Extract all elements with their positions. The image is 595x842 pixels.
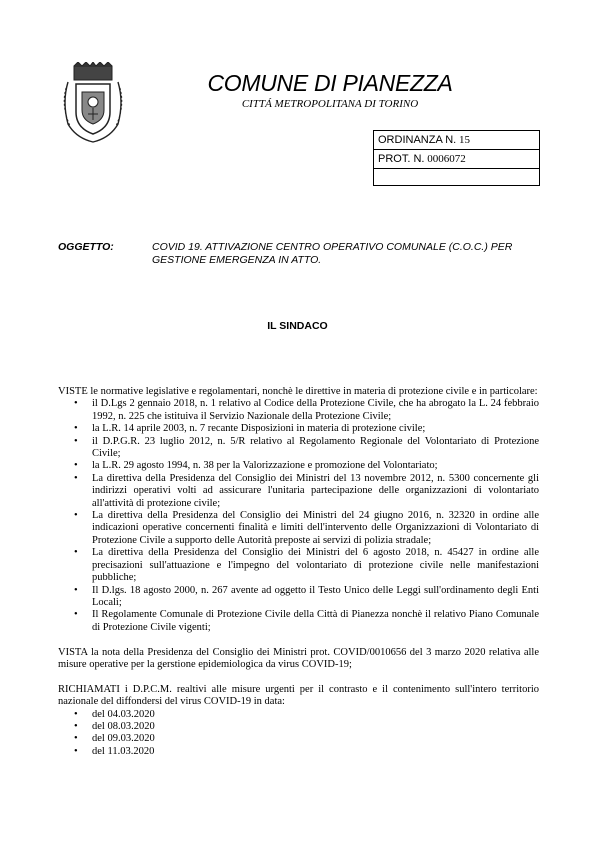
list-item: • il D.P.G.R. 23 luglio 2012, n. 5/R relativo al Regolamento Regionale del Volontariato di Protezione Civile; [58,436,539,461]
list-item: • Il D.lgs. 18 agosto 2000, n. 267 avente ad oggetto il Testo Unico delle Leggi sull'ordinamento degli Enti Locali; [58,585,539,610]
section-heading: IL SINDACO [267,320,328,332]
ordinanza-box [373,130,540,186]
vista-paragraph: VISTA la nota della Presidenza del Consiglio dei Ministri prot. COVID/0010656 del 3 marzo 2020 relativa alle misure operative per la gerstione epidemiologica da virus COVID-19; [58,646,539,670]
municipality-title: COMUNE DI PIANEZZA [207,70,453,96]
document-body [58,386,539,758]
prot-number-value: 0006072 [427,153,466,165]
list-item: • La direttiva della Presidenza del Consiglio dei Ministri del 6 agosto 2018, n. 45427 in ordine alle precisazioni sull'attuazione e l'impegno del volontariato di protezione civile nelle manifestazioni pubbliche; [58,547,539,584]
list-item: • La direttiva della Presidenza del Consiglio dei Ministri del 24 giugno 2016, n. 32320 in ordine alle indicazioni operative concernenti finalità e limiti dell'intervento delle Organizzazioni di Volontariato di Protezione Civile a supporto delle Autorità preposte ai servizi di polizia stradale; [58,510,539,547]
oggetto-label: OGGETTO: [58,241,114,253]
dpcm-dates-list [58,709,539,759]
list-item: • del 04.03.2020 [58,709,539,721]
prot-number-row [374,150,539,169]
list-item: • La direttiva della Presidenza del Consiglio dei Ministri del 13 novembre 2012, n. 5300 concernente gli indirizzi operativi volti ad assicurare l'unitaria partecipazione delle organizzazioni di volontariato all'attività di protezione civile; [58,473,539,510]
oggetto-text: COVID 19. ATTIVAZIONE CENTRO OPERATIVO COMUNALE (C.O.C.) PER GESTIONE EMERGENZA IN ATTO. [152,241,513,266]
list-item: • del 11.03.2020 [58,746,539,758]
list-item: • del 09.03.2020 [58,733,539,745]
list-item: • il D.Lgs 2 gennaio 2018, n. 1 relativo al Codice della Protezione Civile, che ha abrogato la L. 24 febbraio 1992, n. 225 che istituiva il Servizio Nazionale della Protezione Civile; [58,398,539,423]
ordinanza-number-label: ORDINANZA N. [378,134,457,146]
viste-intro: VISTE le normative legislative e regolamentari, nonchè le direttive in materia di protezione civile e in particolare: [58,386,538,397]
list-item: • la L.R. 14 aprile 2003, n. 7 recante Disposizioni in materia di protezione civile; [58,423,539,435]
coat-of-arms-icon [60,62,126,144]
ordinanza-number-row [374,131,539,150]
viste-list [58,398,539,634]
list-item: • Il Regolamente Comunale di Protezione Civile della Città di Pianezza nonchè il relativo Piano Comunale di Protezione Civile vigenti; [58,609,539,634]
list-item: • la L.R. 29 agosto 1994, n. 38 per la Valorizzazione e promozione del Volontariato; [58,460,539,472]
municipality-subtitle: CITTÁ METROPOLITANA DI TORINO [241,98,419,110]
ordinanza-empty-row [374,169,539,187]
prot-number-label: PROT. N. [378,153,425,165]
richiamati-intro: RICHIAMATI i D.P.C.M. realtivi alle misure urgenti per il contrasto e il contenimento sull'intero territorio nazionale del diffondersi del virus COVID-19 in data: [58,683,539,708]
ordinanza-number-value: 15 [458,134,470,146]
list-item: • del 08.03.2020 [58,721,539,733]
